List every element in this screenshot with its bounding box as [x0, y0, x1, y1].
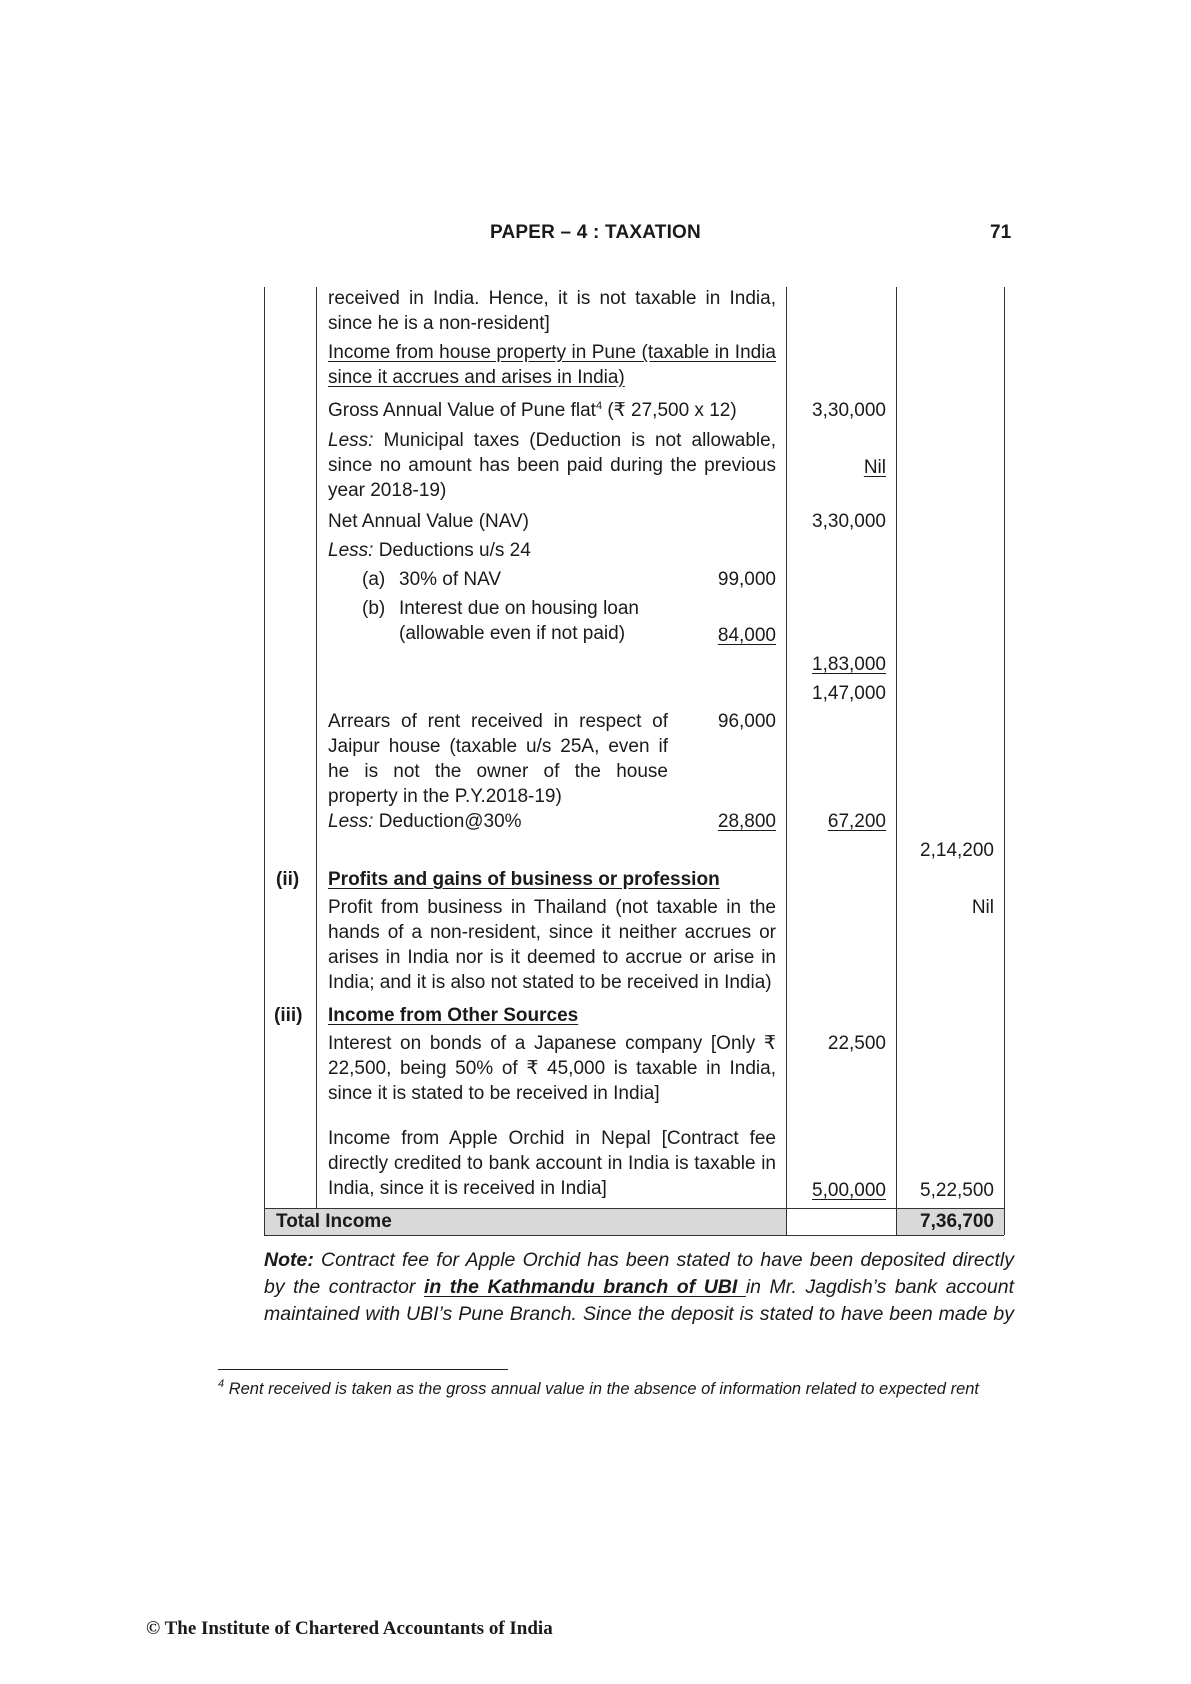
arrears-label: Arrears of rent received in respect of Jaipur house (taxable u/s 25A, even if he is not the owner of the house property in the P.Y.2018-19) [328, 711, 668, 807]
page-number: 71 [990, 222, 1012, 243]
section-ii-marker: (ii) [276, 869, 300, 890]
table-divider-amount [896, 287, 897, 1235]
page-header-title: PAPER – 4 : TAXATION [490, 222, 701, 243]
note-label: Note: [264, 1249, 314, 1271]
pune-income-value: 1,47,000 [812, 683, 886, 704]
municipal-taxes-value: Nil [863, 457, 886, 478]
pgbp-heading: Profits and gains of business or profession [328, 869, 720, 890]
gav-value: 3,30,000 [812, 400, 886, 421]
table-border-left [264, 287, 265, 1235]
copyright-footer: © The Institute of Chartered Accountants of India [146, 1618, 553, 1639]
footnote-separator [218, 1369, 508, 1370]
table-divider-sno [316, 287, 317, 1208]
deduction-30-value: 28,800 [717, 811, 776, 832]
japanese-bonds-text: Interest on bonds of a Japanese company [Only ₹ 22,500, being 50% of ₹ 45,000 is taxable in India, since it is stated to be received in India] [328, 1033, 776, 1104]
municipal-taxes-label: Less: Municipal taxes (Deduction is not allowable, since no amount has been paid during the previous year 2018-19) [328, 430, 776, 501]
total-income-label: Total Income [276, 1211, 392, 1232]
footnote-marker: 4 [218, 1378, 225, 1390]
deduction-a-marker: (a) [362, 569, 386, 590]
deduction-a-label: 30% of NAV [399, 569, 502, 590]
deduction-b-marker: (b) [362, 598, 386, 619]
thailand-business-text: Profit from business in Thailand (not taxable in the hands of a non-resident, since it neither accrues or arises in India nor is it deemed to accrue or arise in India; and it is also not stated to be received in India) [328, 897, 776, 993]
nav-label: Net Annual Value (NAV) [328, 511, 530, 532]
table-divider-particulars [786, 287, 787, 1235]
arrears-net-value: 67,200 [827, 811, 886, 832]
arrears-value: 96,000 [717, 711, 776, 732]
continued-text: received in India. Hence, it is not taxable in India, since he is a non-resident] [328, 288, 776, 334]
section-iii-marker: (iii) [274, 1005, 303, 1026]
note-paragraph: Note: Contract fee for Apple Orchid has been stated to have been deposited directly by the contractor in the Kathmandu branch of UBI in Mr. Jagdish’s bank account maintained with UBI’s Pune Branch. Since the deposit is stated to have been made by [264, 1249, 1014, 1325]
deductions-total: 1,83,000 [812, 654, 886, 675]
deduction-30-label: Less: Deduction@30% [328, 811, 522, 832]
house-property-total: 2,14,200 [920, 840, 994, 861]
deduction-b-label: Interest due on housing loan (allowable even if not paid) [399, 598, 639, 644]
pgbp-value: Nil [971, 897, 994, 918]
footnote-ref: 4 [595, 400, 603, 412]
note-emphasis: in the Kathmandu branch of UBI [423, 1276, 746, 1298]
deduction-a-value: 99,000 [717, 569, 776, 590]
deduction-b-value: 84,000 [717, 625, 776, 646]
house-property-heading: Income from house property in Pune (taxable in India since it accrues and arises in India) [328, 342, 776, 388]
table-bottom-border [264, 1235, 1004, 1236]
table-border-right [1004, 287, 1005, 1235]
footnote: $^4$ Rent received is taken as the gross annual value in the absence of information related to expected rent [218, 1378, 979, 1398]
nav-value: 3,30,000 [812, 511, 886, 532]
income-computation-table [264, 287, 1004, 1235]
ios-heading: Income from Other Sources [328, 1005, 579, 1026]
deductions-24-label: Less: Deductions u/s 24 [328, 540, 531, 561]
total-income-value: 7,36,700 [920, 1211, 994, 1232]
ios-total: 5,22,500 [920, 1180, 994, 1201]
apple-orchid-value: 5,00,000 [812, 1180, 886, 1201]
apple-orchid-text: Income from Apple Orchid in Nepal [Contract fee directly credited to bank account in India is taxable in India, since it is received in India] [328, 1128, 776, 1199]
japanese-bonds-value: 22,500 [827, 1033, 886, 1054]
gav-label: Gross Annual Value of Pune flat$^4$ (₹ 27,500 x 12) [328, 400, 737, 421]
